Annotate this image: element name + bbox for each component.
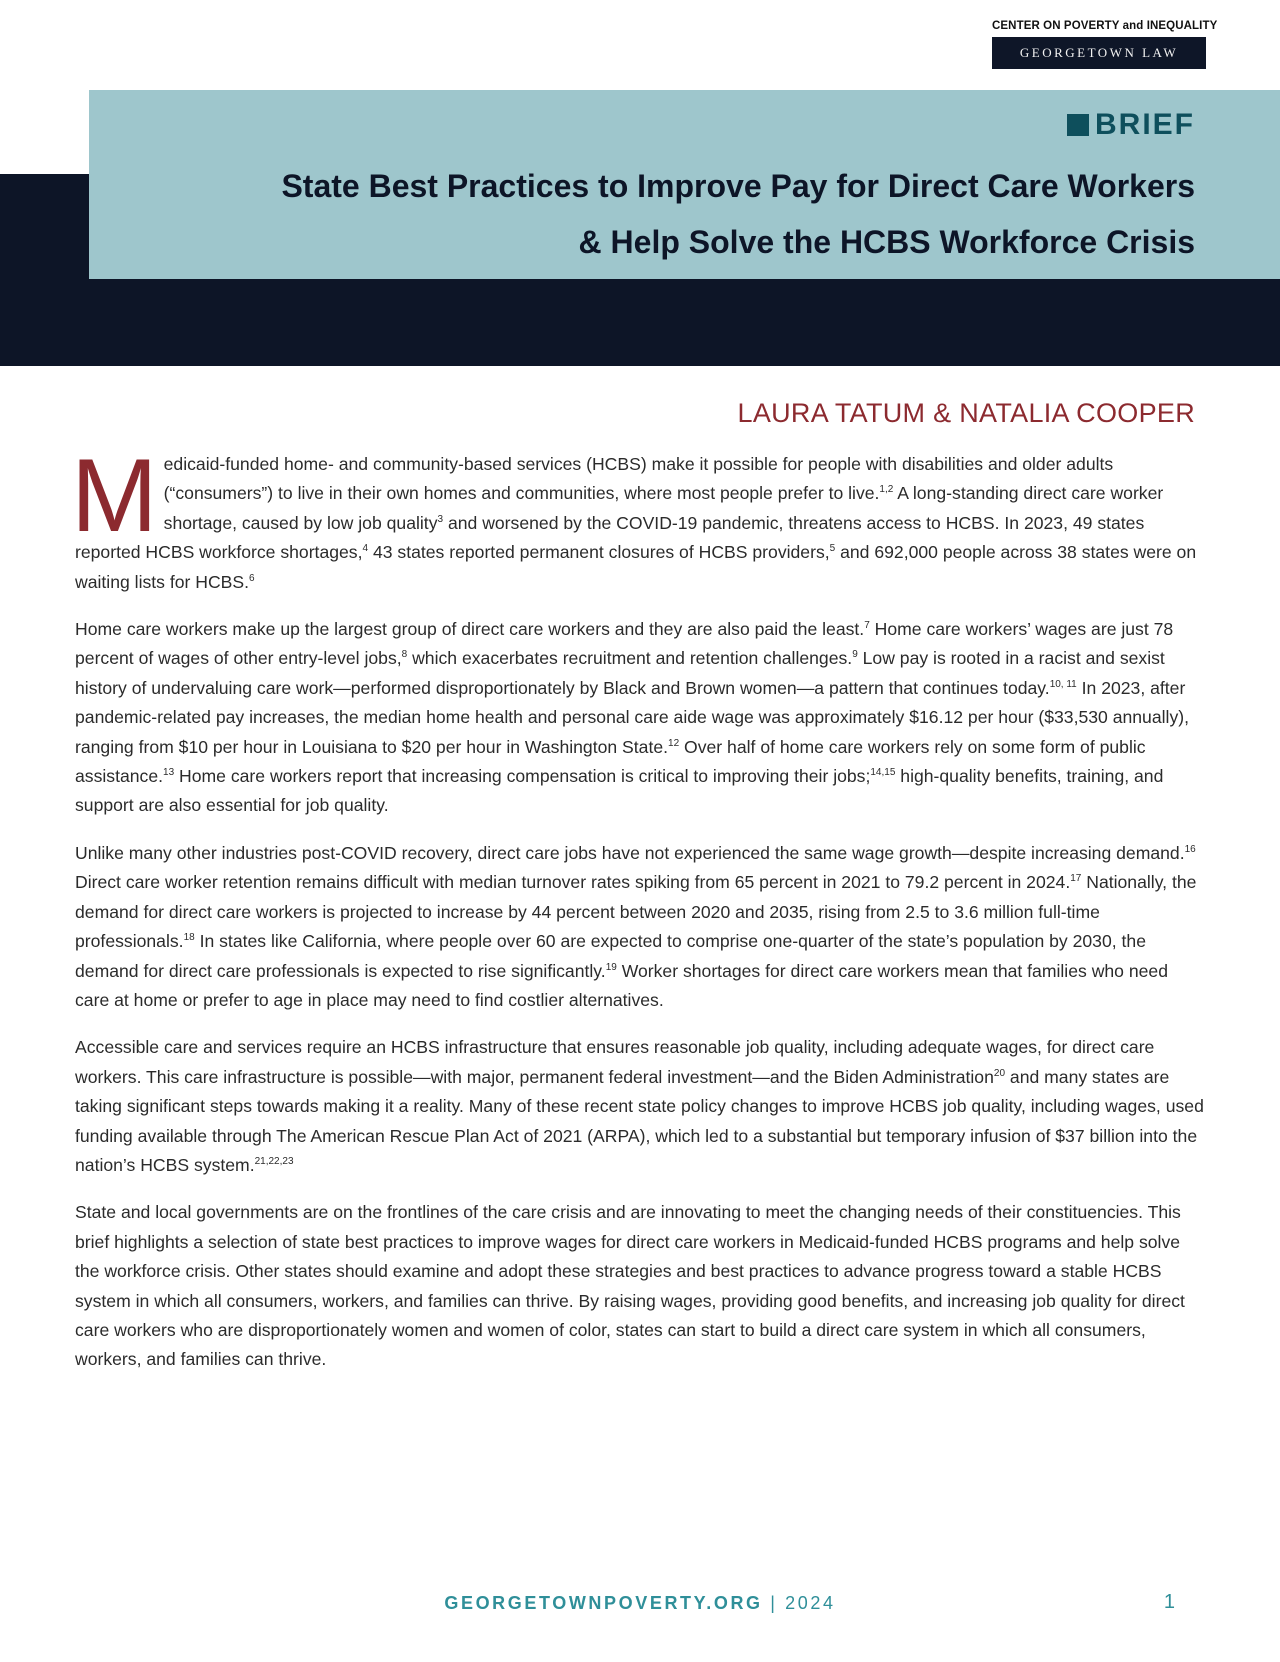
footnote-ref[interactable]: 20 <box>993 1067 1006 1079</box>
drop-cap: M <box>71 438 158 554</box>
paragraph-text: and worsened by the COVID-19 pandemic, threatens access to HCBS. In 2023, 49 states reported HCBS workforce shortages, <box>75 512 1145 563</box>
paragraph-text: In states like California, where people over 60 are expected to comprise one-quarter of the state’s population by 2030, the demand for direct care professionals is expected to rise significantly. <box>75 931 1146 981</box>
paragraph-text: 43 states reported permanent closures of HCBS providers, <box>368 542 830 563</box>
footnote-ref[interactable]: 16 <box>1184 844 1196 856</box>
paragraph-text: and 692,000 people across 38 states were on waiting lists for HCBS. <box>75 542 1197 592</box>
paragraph-text: Over half of home care workers rely on some form of public assistance. <box>75 736 1146 787</box>
brief-label <box>1067 108 1195 142</box>
article-body <box>71 438 1205 1393</box>
footer-year: 2024 <box>785 1593 836 1613</box>
center-logo <box>992 18 1218 69</box>
paragraph <box>75 839 1205 1015</box>
footnote-ref[interactable]: 10, 11 <box>1049 678 1077 690</box>
footnote-ref[interactable]: 14,15 <box>870 767 896 779</box>
logo-georgetown-law: GEORGETOWN LAW <box>992 37 1206 69</box>
footer <box>0 1593 1280 1614</box>
footnote-ref[interactable]: 1,2 <box>879 484 894 496</box>
paragraph-text: A long-standing direct care worker shortage, caused by low job quality <box>163 483 1164 533</box>
paragraph-text: edicaid-funded home- and community-based services (HCBS) make it possible for people with disabilities and older adults (“consumers”) to live in their own homes and communities, where most people prefer to live. <box>163 454 1114 504</box>
paragraph-text: Worker shortages for direct care workers mean that families who need care at home or prefer to age in place may need to find costlier alternatives. <box>75 960 1168 1010</box>
paragraph-text: Unlike many other industries post-COVID recovery, direct care jobs have not experienced the same wage growth—despite increasing demand. <box>75 842 1185 863</box>
header-title-box <box>89 90 1280 279</box>
paragraph-text: high-quality benefits, training, and support are also essential for job quality. <box>75 766 1164 816</box>
footer-site-link[interactable]: GEORGETOWNPOVERTY.ORG <box>444 1593 763 1613</box>
footnote-ref[interactable]: 6 <box>249 572 255 584</box>
paragraph-text: Home care workers’ wages are just 78 percent of wages of other entry-level jobs, <box>75 619 1174 669</box>
paragraph-text: Home care workers report that increasing compensation is critical to improving their jobs; <box>174 766 871 787</box>
paragraph-text: Direct care worker retention remains difficult with median turnover rates spiking from 65 percent in 2021 to 79.2 percent in 2024. <box>75 872 1071 893</box>
paragraph-text: Home care workers make up the largest group of direct care workers and they are also paid the least. <box>75 619 865 640</box>
paragraph-text: Accessible care and services require an HCBS infrastructure that ensures reasonable job quality, including adequate wages, for direct care workers. This care infrastructure is possible—with major, permanent federal investment—and the Biden Administration <box>75 1037 1155 1087</box>
paragraph-text: and many states are taking significant steps towards making it a reality. Many of these recent state policy changes to improve HCBS job quality, including wages, used funding available through The American Rescue Plan Act of 2021 (ARPA), which led to a substantial but temporary infusion of $37 billion into the nation’s HCBS system. <box>75 1066 1204 1175</box>
paragraph-text: In 2023, after pandemic-related pay increases, the median home health and personal care aide wage was approximately $16.12 per hour ($33,530 annually), ranging from $10 per hour in Louisiana to $20 per hour in Washington State. <box>75 677 1189 757</box>
paragraph <box>75 1198 1205 1374</box>
footnote-ref[interactable]: 8 <box>401 649 408 661</box>
square-icon <box>1067 114 1089 136</box>
paragraph-text: Nationally, the demand for direct care workers is projected to increase by 44 percent between 2020 and 2035, rising from 2.5 to 3.6 million full-time professionals. <box>75 872 1197 952</box>
footnote-ref[interactable]: 4 <box>362 543 369 555</box>
authors: LAURA TATUM & NATALIA COOPER <box>737 398 1195 428</box>
footnote-ref[interactable]: 7 <box>864 620 870 632</box>
footer-separator: | <box>770 1593 778 1613</box>
footnote-ref[interactable]: 21,22,23 <box>254 1156 294 1168</box>
footnote-ref[interactable]: 13 <box>163 767 175 779</box>
paragraph <box>75 615 1205 821</box>
footnote-ref[interactable]: 12 <box>668 737 680 749</box>
paragraph <box>71 438 1205 597</box>
title-line-1: State Best Practices to Improve Pay for Direct Care Workers <box>281 168 1195 204</box>
logo-center-name: CENTER ON POVERTY and INEQUALITY <box>992 20 1218 32</box>
footnote-ref[interactable]: 19 <box>605 961 617 973</box>
title-line-2: & Help Solve the HCBS Workforce Crisis <box>578 224 1195 260</box>
page-title <box>135 158 1195 270</box>
footnote-ref[interactable]: 3 <box>437 513 444 525</box>
footnote-ref[interactable]: 5 <box>829 543 836 555</box>
paragraph-text: State and local governments are on the frontlines of the care crisis and are innovating to meet the changing needs of their constituencies. This brief highlights a selection of state best practices to improve wages for direct care workers in Medicaid-funded HCBS programs and help solve the workforce crisis. Other states should examine and adopt these strategies and best practices to advance progress toward a stable HCBS system in which all consumers, workers, and families can thrive. By raising wages, providing good benefits, and increasing job quality for direct care workers who are disproportionately women and women of color, states can start to build a direct care system in which all consumers, workers, and families can thrive. <box>75 1202 1185 1370</box>
paragraph <box>75 1033 1205 1180</box>
footnote-ref[interactable]: 18 <box>183 932 195 944</box>
brief-label-text: BRIEF <box>1095 108 1195 141</box>
footnote-ref[interactable]: 9 <box>852 649 858 661</box>
page-number: 1 <box>1163 1591 1175 1613</box>
paragraph-text: Low pay is rooted in a racist and sexist history of undervaluing care work—performed disproportionately by Black and Brown women—a pattern that continues today. <box>75 648 1165 698</box>
footnote-ref[interactable]: 17 <box>1070 873 1082 885</box>
paragraph-text: which exacerbates recruitment and retention challenges. <box>407 648 853 669</box>
